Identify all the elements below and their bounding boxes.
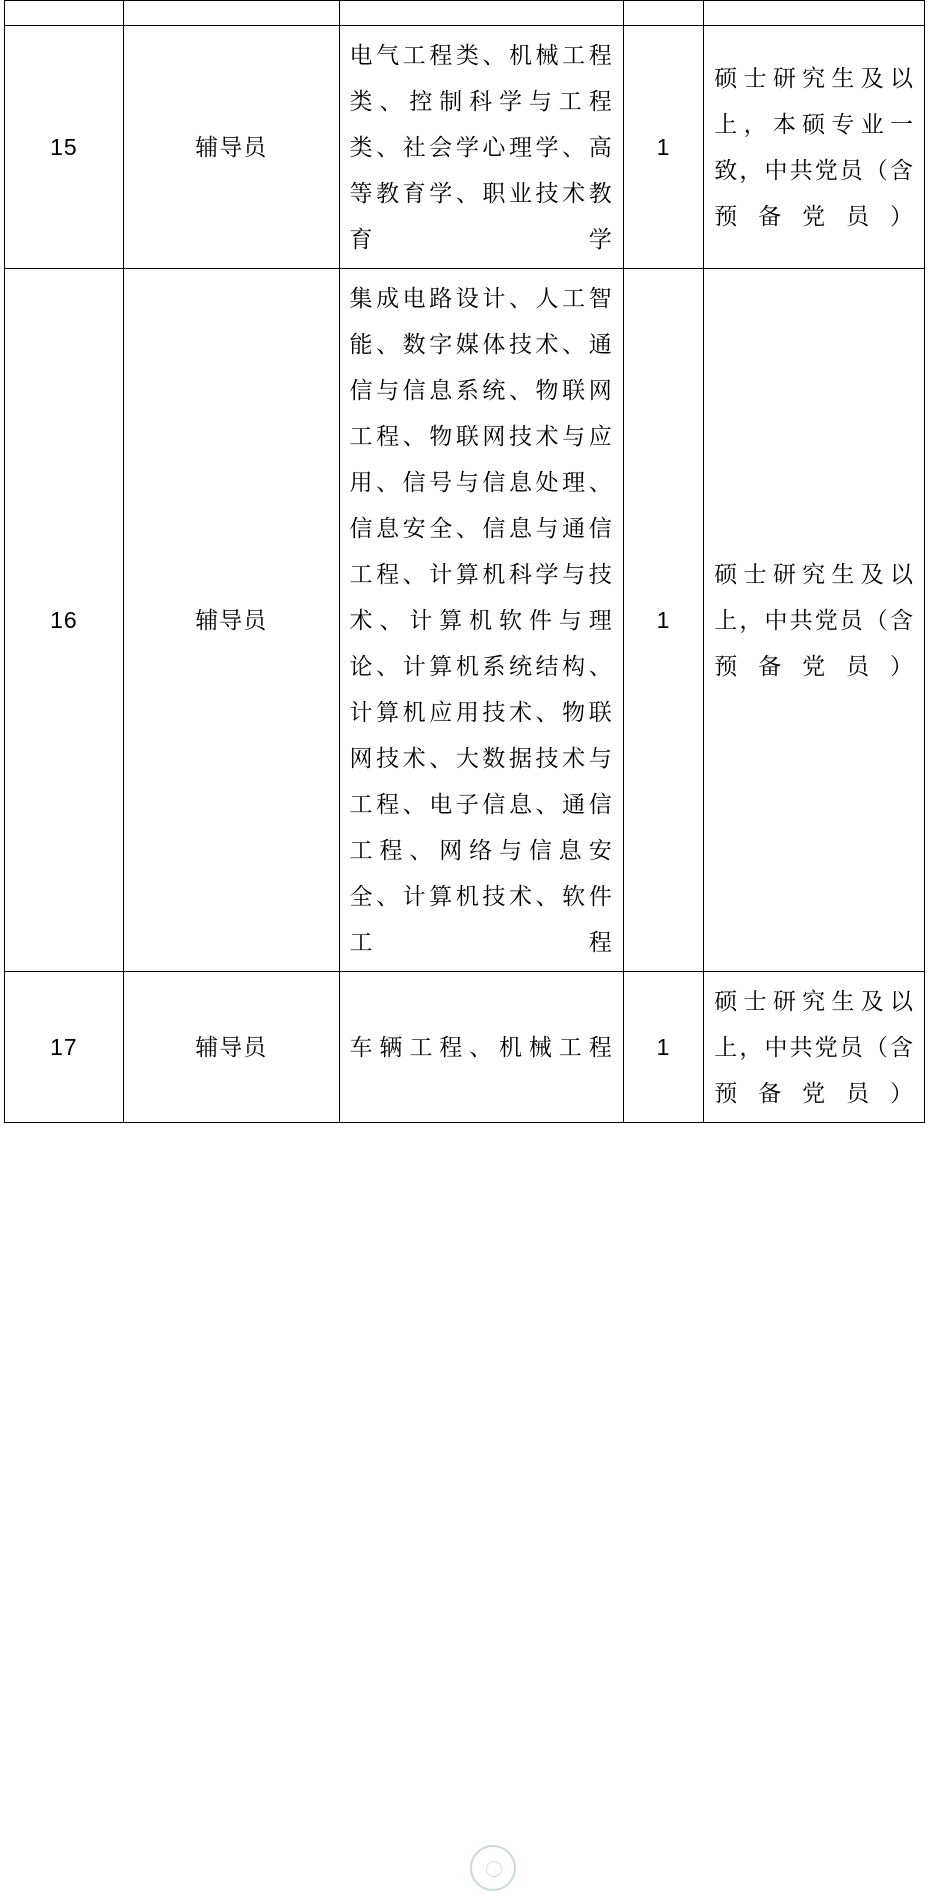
cell-other-requirement: 硕士研究生及以上，本硕专业一致，中共党员（含预备党员） xyxy=(704,26,925,269)
cell-serial-number: 17 xyxy=(5,972,124,1123)
cell-major-partial xyxy=(339,1,623,26)
table-row xyxy=(5,972,925,1123)
cell-no-partial xyxy=(5,1,124,26)
cell-job-partial xyxy=(123,1,339,26)
cell-other-requirement: 硕士研究生及以上，中共党员（含预备党员） xyxy=(704,269,925,972)
cell-other-requirement: 硕士研究生及以上，中共党员（含预备党员） xyxy=(704,972,925,1123)
cell-headcount: 1 xyxy=(623,269,704,972)
table-row-partial-top xyxy=(5,1,925,26)
cell-job-title: 辅导员 xyxy=(123,269,339,972)
cell-serial-number: 16 xyxy=(5,269,124,972)
table-row xyxy=(5,26,925,269)
cell-job-title: 辅导员 xyxy=(123,972,339,1123)
cell-major-requirement: 集成电路设计、人工智能、数字媒体技术、通信与信息系统、物联网工程、物联网技术与应用、信号与信息处理、信息安全、信息与通信工程、计算机科学与技术、计算机软件与理论、计算机系统结构、计算机应用技术、物联网技术、大数据技术与工程、电子信息、通信工程、网络与信息安全、计算机技术、软件工程 xyxy=(339,269,623,972)
cell-headcount: 1 xyxy=(623,26,704,269)
cell-job-title: 辅导员 xyxy=(123,26,339,269)
cell-serial-number: 15 xyxy=(5,26,124,269)
seal-stamp-icon xyxy=(470,1845,516,1891)
recruitment-table xyxy=(4,0,925,1123)
cell-headcount: 1 xyxy=(623,972,704,1123)
table-row xyxy=(5,269,925,972)
cell-major-requirement: 车辆工程、机械工程 xyxy=(339,972,623,1123)
cell-req-partial xyxy=(704,1,925,26)
cell-count-partial xyxy=(623,1,704,26)
cell-major-requirement: 电气工程类、机械工程类、控制科学与工程类、社会学心理学、高等教育学、职业技术教育学 xyxy=(339,26,623,269)
